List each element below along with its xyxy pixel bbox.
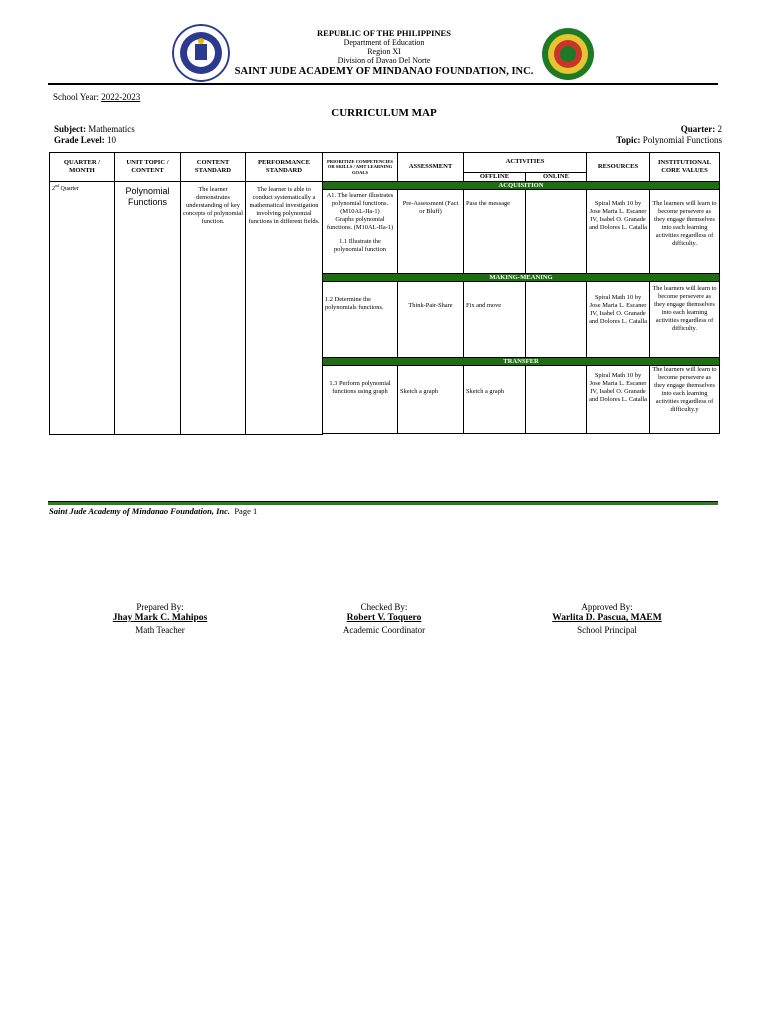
division-line: Division of Davao Del Norte [337,56,431,65]
region-line: Region XI [367,47,401,56]
topic-value: Polynomial Functions [640,135,722,145]
footer-page: Page 1 [234,506,258,516]
mm-resources: Spiral Math 10 by Jose Maria L. Escaner IV, Isabel O. Granade and Dolores L. Catalla [587,282,650,358]
quarter-word: Quarter [59,186,79,193]
acq-online [526,190,587,274]
mm-online [526,282,587,358]
school-year [53,92,140,102]
mm-assessment: Think-Pair-Share [398,282,464,358]
checked-name: Robert V. Toquero [346,613,422,624]
checked-label: Checked By: [360,602,408,612]
school-name: SAINT JUDE ACADEMY OF MINDANAO FOUNDATION, INC. [234,66,534,77]
header-offline: OFFLINE [464,173,526,182]
footer-rule [48,501,718,505]
header-resources: RESOURCES [587,153,650,182]
prepared-name: Jhay Mark C. Mahipos [112,613,208,624]
school-year-label: School Year: [53,92,102,102]
tr-offline: Sketch a graph [464,366,526,434]
topic-label: Topic: [616,135,641,145]
curriculum-map-table [49,152,720,435]
acq-competency-cell [323,190,398,274]
quarter-label: Quarter: [680,124,716,134]
band-transfer: TRANSFER [323,358,720,366]
acq-resources: Spiral Math 10 by Jose Maria L. Escaner IV, Isabel O. Granade and Dolores L. Catalla [587,190,650,274]
quarter-value: 2 [715,124,722,134]
tr-competency: 1.3 Perform polynomial functions using graph [323,366,398,434]
footer-text [49,506,257,516]
header-performance-standard: PERFORMANCE STANDARD [246,153,323,182]
department-line: Department of Education [343,38,425,47]
subject-value: Mathematics [86,124,135,134]
approved-role: School Principal [577,625,637,636]
signature-checked [314,602,454,636]
header-rule [48,83,718,85]
header-core-values: INSTITUTIONAL CORE VALUES [650,153,720,182]
header-activities: ACTIVITIES [464,153,587,173]
signature-approved [527,602,687,636]
mm-offline: Fix and move [464,282,526,358]
grade-line [54,135,116,145]
school-year-value: 2022-2023 [101,92,141,102]
document-title: CURRICULUM MAP [331,107,437,119]
grade-label: Grade Level: [54,135,105,145]
acq-assessment: Pre-Assessment (Fact or Bluff) [398,190,464,274]
approved-label: Approved By: [581,602,633,612]
band-acquisition: ACQUISITION [323,182,720,190]
grade-value: 10 [104,135,116,145]
header-quarter: QUARTER / MONTH [50,153,115,182]
header-online: ONLINE [526,173,587,182]
acq-competency-b: Graphs polynomial functions. (M10AL-IIa-1) [326,216,394,232]
unit-topic-cell: Polynomial Functions [115,182,181,435]
tr-online [526,366,587,434]
quarter-number: 2 [52,186,55,193]
quarter-cell [50,182,115,435]
content-standard-cell: The learner demonstrates understanding of key concepts of polynomial function. [181,182,246,435]
republic-heading: REPUBLIC OF THE PHILIPPINES [317,28,451,38]
prepared-label: Prepared By: [136,602,184,612]
acq-core-values: The learners will learn to become persevere as they engage themselves into each learning activities regardless of difficulty. [650,190,720,274]
performance-standard-cell: The learner is able to conduct systematically a mathematical investigation involving polynomial functions in different fields. [246,182,323,435]
tr-core-values: The learners will learn to become persevere as they engage themselves into each learning activities regardless of difficulty.y [650,366,720,434]
mm-core-values: The learners will learn to become persevere as they engage themselves into each learning activities regardless of difficulty. [650,282,720,358]
acq-competency-a: A1. The learner illustrates polynomial functions. (M10AL-IIa-1) [326,192,394,216]
band-making-meaning: MAKING-MEANING [323,274,720,282]
tr-resources: Spiral Math 10 by Jose Maria L. Escaner IV, Isabel O. Granade and Dolores L. Catalla [587,366,650,434]
prepared-role: Math Teacher [135,625,185,636]
topic-line [616,135,722,145]
signature-prepared [90,602,230,636]
checked-role: Academic Coordinator [342,625,426,636]
approved-name: Warlita D. Pascua, MAEM [552,613,662,624]
subject-line [54,124,135,134]
quarter-suffix: nd [55,183,59,189]
header-unit: UNIT TOPIC / CONTENT [115,153,181,182]
header-assessment: ASSESSMENT [398,153,464,182]
header-competencies: PRIORITIZE COMPETENCIES OR SKILLS / AMT LEARNING GOALS [323,153,398,182]
subject-label: Subject: [54,124,86,134]
quarter-line [681,124,722,134]
acq-offline: Pass the message [464,190,526,274]
footer-school: Saint Jude Academy of Mindanao Foundation, Inc. [49,506,231,516]
mm-competency: 1.2 Determine the polynomials functions. [323,282,398,358]
tr-assessment: Sketch a graph [398,366,464,434]
acq-competency-c: 1.1 Illustrate the polynomial function [333,238,386,254]
header-content-standard: CONTENT STANDARD [181,153,246,182]
